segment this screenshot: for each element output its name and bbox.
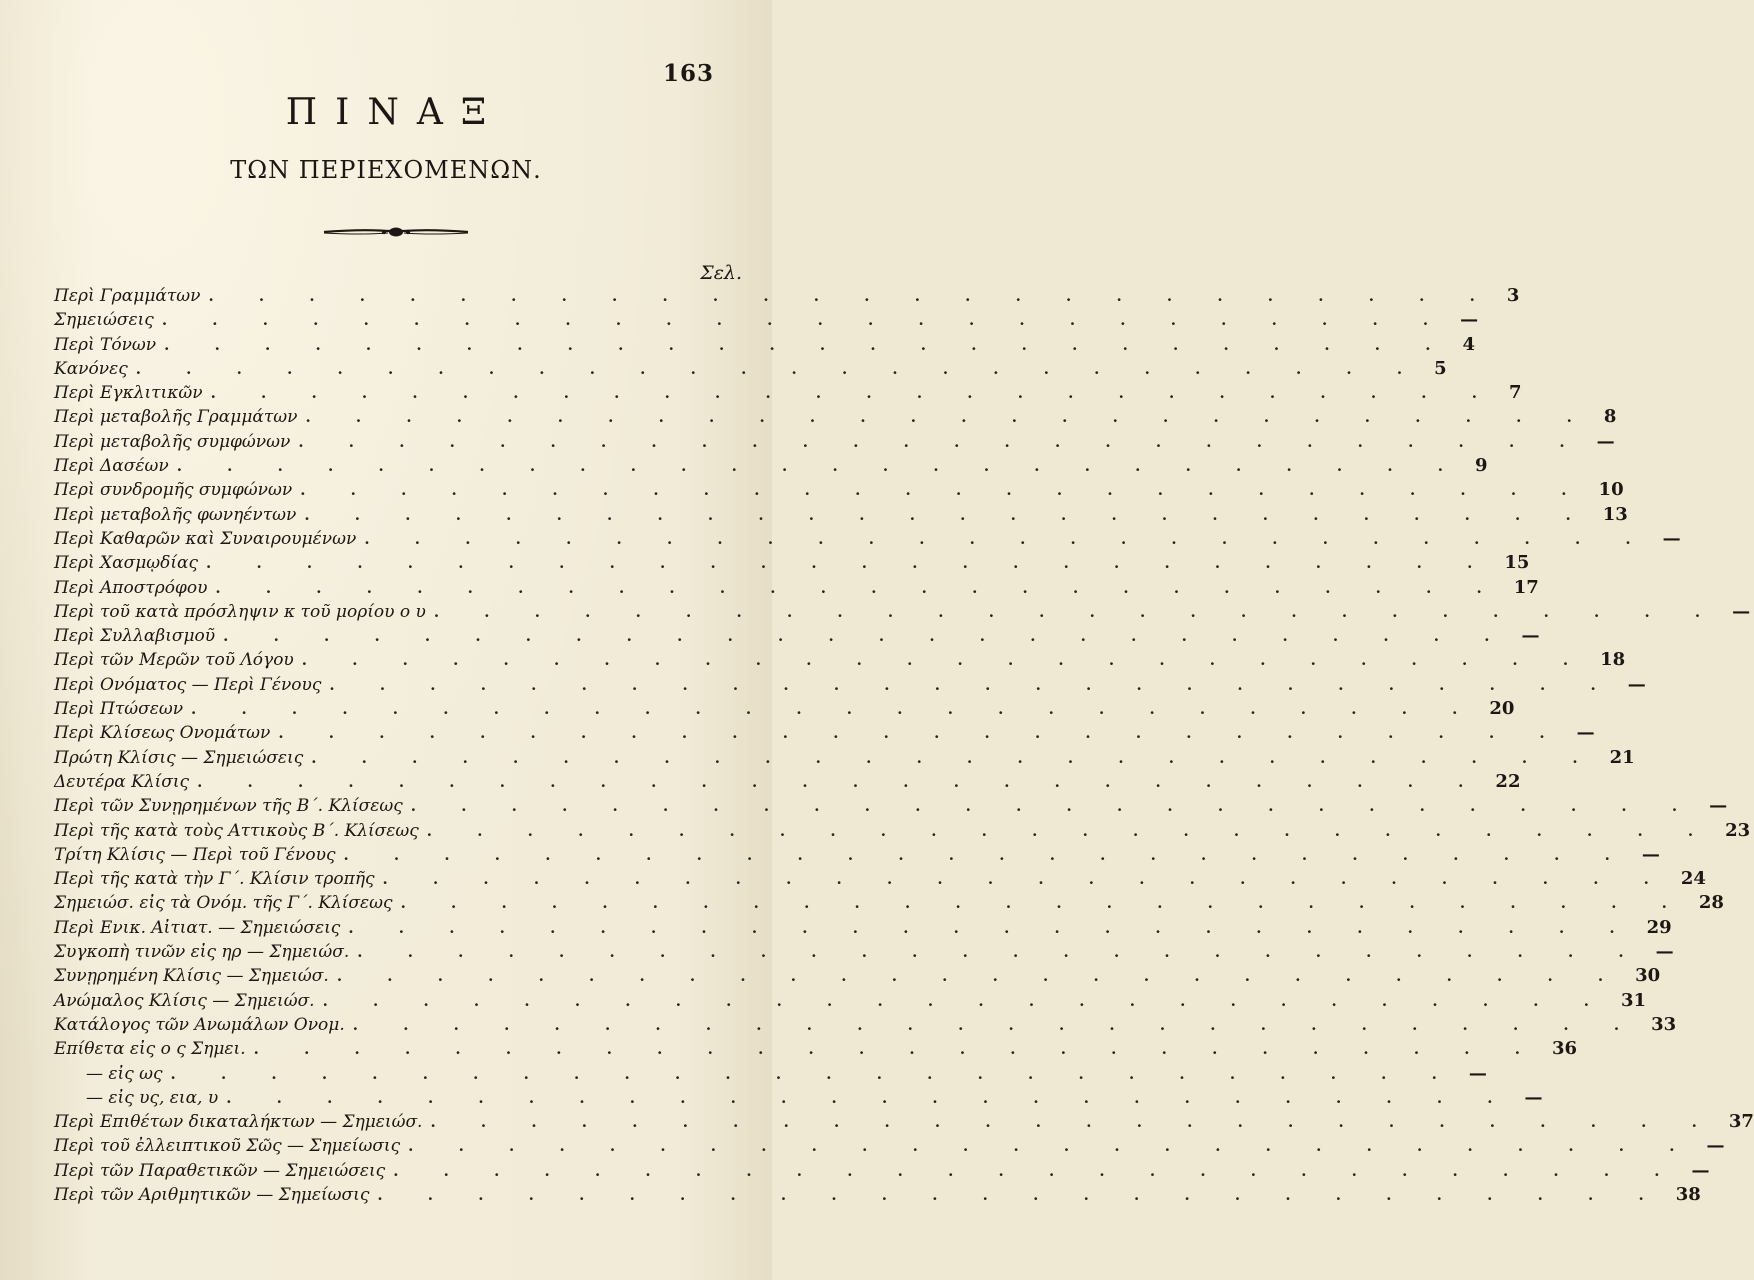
toc-entry-title: Περὶ τῶν Παραθετικῶν — Σημειώσεις [54,1160,386,1181]
toc-entry-title: Κανόνες [54,358,128,379]
toc-entry-title: — εἰς ως [86,1063,163,1084]
toc-row [54,770,1521,794]
toc-entry-title: Συγκοπὴ τινῶν εἰς ηρ — Σημειώσ. [54,942,350,963]
toc-entry-title: Περὶ συνδρομῆς συμφώνων [54,480,293,501]
dot-leader: . . . . . . . . . . . . . . . . . . . . . . . . . . [298,432,1585,451]
toc-row [54,284,1520,308]
dot-leader: . . . . . . . . . . . . . . . . . . . . . . . . . . [226,1088,1513,1107]
toc-entry-page: 3 [1506,285,1520,306]
toc-row [54,527,1681,551]
toc-entry-title: Περὶ τοῦ ἐλλειπτικοῦ Σῶς — Σημείωσις [54,1136,401,1157]
dot-leader: . . . . . . . . . . . . . . . . . . . . . . . . . . [410,797,1698,816]
toc-entry-page: — [1460,309,1479,331]
toc-entry-page: 18 [1600,649,1626,671]
toc-entry-page: 13 [1602,503,1628,525]
toc-entry-page: — [1521,625,1540,647]
dot-leader: . . . . . . . . . . . . . . . . . . . . . . . . . . [215,578,1502,597]
toc-row [54,1013,1677,1037]
toc-row [54,1086,1543,1110]
toc-row [54,1037,1578,1061]
toc-entry-title: Περὶ Κλίσεως Ονομάτων [54,723,271,744]
toc-entry-page: 29 [1646,916,1672,938]
toc-entry-title: Περὶ Δασέων [54,456,169,477]
toc-entry-page: 38 [1675,1183,1701,1205]
toc-entry-title: Επίθετα εἰς ο ς Σημει. [54,1039,246,1060]
toc-entry-title: Περὶ Ενικ. Αἰτιατ. — Σημειώσεις [54,917,341,938]
dot-leader: . . . . . . . . . . . . . . . . . . . . . . . . . . [426,821,1714,840]
toc-entry-title: Περὶ τῶν Συνῃρημένων τῆς Β΄. Κλίσεως [54,796,403,817]
toc-row [54,721,1595,745]
dot-leader: . . . . . . . . . . . . . . . . . . . . . . . . . . [408,1137,1695,1156]
toc-entry-page: — [1468,1062,1487,1084]
toc-row [54,357,1447,381]
page-number: 163 [662,60,714,87]
toc-row [54,989,1646,1013]
toc-entry-page: 8 [1603,406,1617,428]
toc-entry-page: — [1662,527,1681,549]
toc-entry-page: — [1596,430,1615,452]
dot-leader: . . . . . . . . . . . . . . . . . . . . . . . . . . [164,335,1451,354]
toc-row [54,600,1751,624]
dot-leader: . . . . . . . . . . . . . . . . . . . . . . . . . . [301,651,1589,670]
toc-entry-page: 30 [1635,965,1661,987]
toc-entry-page: 22 [1495,770,1521,792]
toc-entry-title: Τρίτη Κλίσις — Περὶ τοῦ Γένους [54,844,336,865]
dot-leader: . . . . . . . . . . . . . . . . . . . . . . . . . . [433,602,1721,621]
toc-row [54,576,1539,600]
toc-entry-page: 31 [1620,989,1646,1011]
toc-row [54,1159,1710,1183]
toc-entry-title: Περὶ Πτώσεων [54,699,184,720]
toc-entry-page: 7 [1508,382,1522,404]
dot-leader: . . . . . . . . . . . . . . . . . . . . . . . . . . [352,1015,1640,1034]
dot-leader: . . . . . . . . . . . . . . . . . . . . . . . . . . [206,554,1493,573]
toc-entry-page: — [1576,722,1595,744]
toc-entry-page: 15 [1504,552,1530,574]
toc-entry-title: Περὶ Ονόματος — Περὶ Γένους [54,674,322,695]
toc-row [54,819,1751,843]
toc-row [54,381,1522,405]
toc-row [54,1183,1701,1207]
dot-leader: . . . . . . . . . . . . . . . . . . . . . . . . . . [322,991,1609,1010]
toc-entry-title: Περὶ Συλλαβισμοῦ [54,626,216,647]
dot-leader: . . . . . . . . . . . . . . . . . . . . . . . . . . [135,359,1423,378]
toc-row [54,454,1488,478]
toc-row [54,648,1626,672]
dot-leader: . . . . . . . . . . . . . . . . . . . . . . . . . . [300,481,1587,500]
toc-row [54,673,1646,697]
toc-entry-page: 37 [1728,1111,1754,1133]
toc-entry-title: Περὶ μεταβολῆς συμφώνων [54,431,291,452]
page-subtitle: ΤΩΝ ΠΕΡΙΕΧΟΜΕΝΩΝ. [230,156,542,184]
toc-entry-title: Περὶ μεταβολῆς Γραμμάτων [54,407,298,428]
toc-row [54,624,1540,648]
dot-leader: . . . . . . . . . . . . . . . . . . . . . . . . . . [208,287,1495,305]
dot-leader: . . . . . . . . . . . . . . . . . . . . . . . . . . [348,918,1635,937]
toc-entry-page: 23 [1725,819,1751,841]
dot-leader: . . . . . . . . . . . . . . . . . . . . . . . . . . [382,870,1669,889]
toc-row [54,794,1728,818]
toc-entry-title: Περὶ μεταβολῆς φωνηέντων [54,504,297,525]
toc-entry-page: — [1709,795,1728,817]
dot-leader: . . . . . . . . . . . . . . . . . . . . . . . . . . [197,772,1484,791]
divider-ornament-icon [322,223,470,241]
toc-row [54,697,1515,721]
dot-leader: . . . . . . . . . . . . . . . . . . . . . . . . . . [357,943,1644,962]
toc-entry-title: Περὶ Αποστρόφου [54,577,208,598]
dot-leader: . . . . . . . . . . . . . . . . . . . . . . . . . . [336,967,1624,986]
toc-entry-title: Περὶ Εγκλιτικῶν [54,383,203,404]
toc-entry-title: — εἰς υς, εια, υ [86,1087,219,1108]
dot-leader: . . . . . . . . . . . . . . . . . . . . . . . . . . [343,845,1630,864]
toc-row [54,551,1530,575]
dot-leader: . . . . . . . . . . . . . . . . . . . . . . . . . . [170,1064,1457,1083]
toc-entry-page: — [1641,843,1660,865]
dot-leader: . . . . . . . . . . . . . . . . . . . . . . . . . . [377,1185,1664,1204]
dot-leader: . . . . . . . . . . . . . . . . . . . . . . . . . . [305,408,1592,427]
dot-leader: . . . . . . . . . . . . . . . . . . . . . . . . . . [223,627,1510,646]
toc-entry-page: — [1691,1159,1710,1181]
toc-row [54,430,1615,454]
toc-row [54,1062,1487,1086]
dot-leader: . . . . . . . . . . . . . . . . . . . . . . . . . . [364,529,1651,548]
dot-leader: . . . . . . . . . . . . . . . . . . . . . . . . . . [430,1113,1717,1132]
toc-entry-title: Περὶ Επιθέτων δικαταλήκτων — Σημειώσ. [54,1112,423,1133]
toc-row [54,333,1475,357]
toc-row [54,916,1672,940]
toc-entry-page: — [1706,1135,1725,1157]
toc-entry-page: 24 [1680,868,1706,890]
toc-entry-page: 5 [1434,357,1447,379]
toc-row [54,964,1661,988]
dot-leader: . . . . . . . . . . . . . . . . . . . . . . . . . . [161,311,1449,330]
dot-leader: . . . . . . . . . . . . . . . . . . . . . . . . . . [400,894,1687,913]
toc-entry-page: — [1627,673,1646,695]
toc-entry-title: Σημειώσ. εἰς τὰ Ονόμ. τῆς Γ΄. Κλίσεως [54,893,393,914]
toc-entry-page: 10 [1598,479,1624,501]
toc-row [54,503,1628,527]
toc-row [54,867,1706,891]
toc-entry-page: — [1524,1086,1543,1108]
toc-entry-page: 4 [1462,333,1475,355]
toc-row [54,843,1660,867]
toc-entry-title: Περὶ τῆς κατὰ τὴν Γ΄. Κλίσιν τροπῆς [54,869,375,890]
toc-row [54,308,1479,332]
toc-entry-page: 20 [1489,698,1515,720]
page-title: ΠΙΝΑΞ [285,92,505,133]
toc-entry-page: 21 [1609,746,1635,768]
toc-entry-page: — [1655,941,1674,963]
toc-row [54,1110,1754,1134]
toc-entry-page: — [1732,600,1751,622]
toc-entry-title: Περὶ Τόνων [54,334,157,355]
toc-entry-title: Περὶ τῶν Αριθμητικῶν — Σημείωσις [54,1184,370,1205]
toc-entry-title: Περὶ Χασμῳδίας [54,553,199,574]
toc-row [54,891,1724,915]
toc-entry-page: 17 [1513,576,1539,598]
toc-row [54,478,1624,502]
toc-entry-title: Κατάλογος τῶν Ανωμάλων Ονομ. [54,1014,345,1035]
toc-entry-title: Περὶ τῆς κατὰ τοὺς Αττικοὺς Β΄. Κλίσεως [54,820,419,841]
toc-entry-title: Συνῃρημένη Κλίσις — Σημειώσ. [54,966,329,987]
table-of-contents [54,284,1754,1207]
toc-entry-page: 33 [1651,1013,1677,1035]
toc-row [54,405,1617,429]
dot-leader: . . . . . . . . . . . . . . . . . . . . . . . . . . [176,457,1464,476]
toc-entry-title: Ανώμαλος Κλίσις — Σημειώσ. [54,990,315,1011]
toc-entry-title: Πρώτη Κλίσις — Σημειώσεις [54,747,304,768]
dot-leader: . . . . . . . . . . . . . . . . . . . . . . . . . . [393,1161,1680,1180]
toc-entry-title: Σημειώσεις [54,310,154,331]
dot-leader: . . . . . . . . . . . . . . . . . . . . . . . . . . [210,384,1497,403]
toc-entry-title: Περὶ τῶν Μερῶν τοῦ Λόγου [54,650,294,671]
dot-leader: . . . . . . . . . . . . . . . . . . . . . . . . . . [304,505,1591,524]
toc-row [54,746,1635,770]
toc-entry-title: Δευτέρα Κλίσις [54,771,190,792]
toc-row [54,1134,1725,1158]
toc-entry-page: 28 [1698,892,1724,914]
toc-row [54,940,1674,964]
dot-leader: . . . . . . . . . . . . . . . . . . . . . . . . . . [278,724,1565,743]
dot-leader: . . . . . . . . . . . . . . . . . . . . . . . . . . [311,748,1598,767]
dot-leader: . . . . . . . . . . . . . . . . . . . . . . . . . . [329,675,1616,694]
toc-entry-title: Περὶ Καθαρῶν καὶ Συναιρουμένων [54,528,357,549]
dot-leader: . . . . . . . . . . . . . . . . . . . . . . . . . . [191,700,1478,719]
toc-entry-page: 36 [1551,1038,1578,1060]
column-header-pages: Σελ. [700,262,742,284]
toc-entry-title: Περὶ Γραμμάτων [54,286,201,306]
toc-entry-page: 9 [1475,455,1488,477]
dot-leader: . . . . . . . . . . . . . . . . . . . . . . . . . . [253,1040,1540,1059]
toc-entry-title: Περὶ τοῦ κατὰ πρόσληψιν κ τοῦ μορίου ο υ [54,601,426,622]
